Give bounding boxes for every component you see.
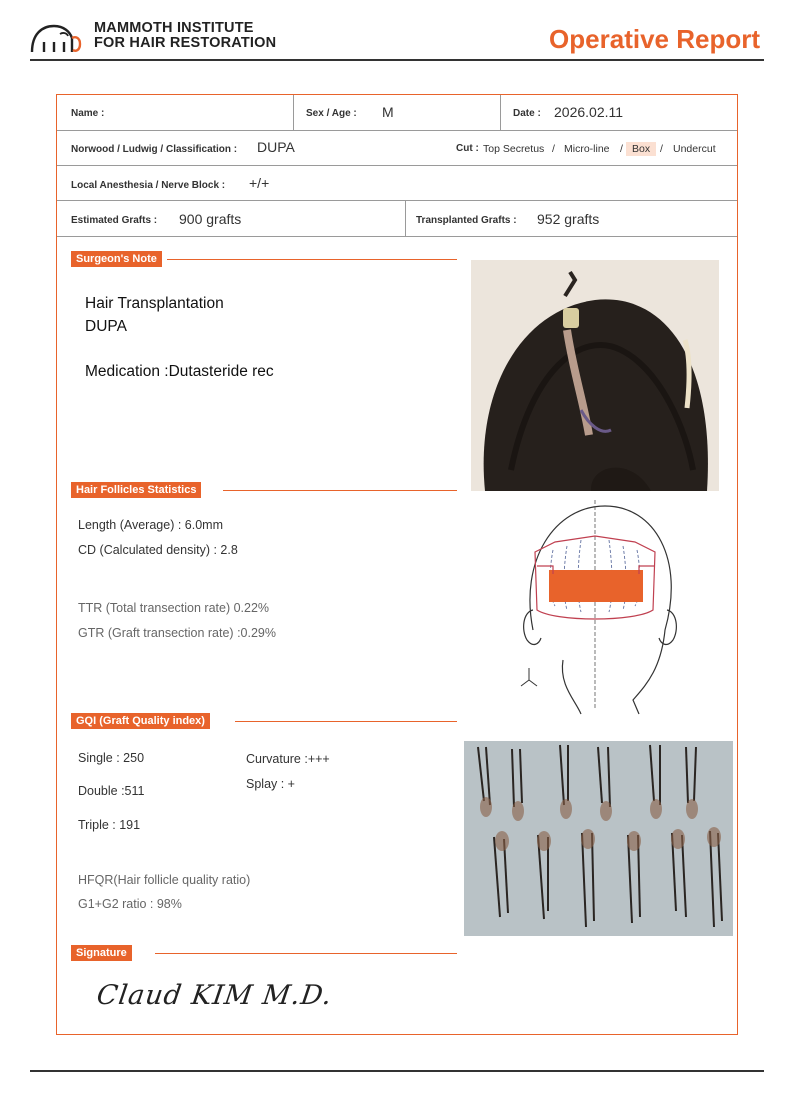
sex-age-label: Sex / Age : [306,108,357,119]
stat-length: Length (Average) : 6.0mm [78,518,223,532]
name-label: Name : [71,108,105,119]
transplanted-grafts-label: Transplanted Grafts : [416,215,517,226]
follicle-stats-title: Hair Follicles Statistics [71,482,201,498]
signature-title: Signature [71,945,132,961]
cut-separator: / [620,143,623,155]
stat-gtr: GTR (Graft transection rate) :0.29% [78,626,276,640]
sex-age-value: M [382,104,394,120]
gqi-curvature: Curvature :+++ [246,752,330,766]
gqi-ratio: G1+G2 ratio : 98% [78,897,182,911]
cut-option-undercut: Undercut [673,143,716,155]
signature-section-header [71,945,457,963]
section-rule [167,259,457,260]
graft-photo [464,741,733,936]
classification-value: DUPA [257,139,295,155]
stat-cd: CD (Calculated density) : 2.8 [78,543,238,557]
page-title: Operative Report [549,24,760,54]
classification-label: Norwood / Ludwig / Classification : [71,144,238,155]
report-frame [56,94,738,1035]
scalp-photo [471,260,719,491]
anesthesia-label: Local Anesthesia / Nerve Block : [71,180,226,191]
gqi-title: GQI (Graft Quality index) [71,713,210,729]
cut-label: Cut : [456,143,479,154]
stat-ttr: TTR (Total transection rate) 0.22% [78,601,270,615]
date-value: 2026.02.11 [554,104,624,120]
surgeon-note-section-header [71,251,457,269]
surgeon-note-title: Surgeon's Note [71,251,162,267]
divider [293,95,294,131]
gqi-splay: Splay : + [246,777,295,791]
header-divider [30,59,764,61]
surgeon-note-line-3: Medication :Dutasteride rec [85,363,274,380]
follicle-stats-section-header [71,482,457,500]
logo-text [94,21,276,51]
grafts-row [57,201,737,237]
anesthesia-row [57,166,737,201]
mammoth-logo-icon [30,20,88,54]
head-diagram [515,500,685,715]
cut-option-top-secretus: Top Secretus [483,143,545,155]
date-label: Date : [513,108,541,119]
cut-separator: / [552,143,555,155]
section-rule [235,721,457,722]
gqi-section-header [71,713,457,731]
estimated-grafts-value: 900 grafts [179,211,242,227]
patient-info-row [57,95,737,131]
footer-divider [30,1070,764,1072]
report-header [30,18,764,62]
estimated-grafts-label: Estimated Grafts : [71,215,158,226]
signature: Claud KIM M.D. [94,980,335,1011]
anesthesia-value: +/+ [249,175,270,191]
cut-separator: / [660,143,663,155]
section-rule [155,953,457,954]
surgeon-note-line-2: DUPA [85,318,127,335]
section-rule [223,490,457,491]
gqi-hfqr: HFQR(Hair follicle quality ratio) [78,873,251,887]
divider [500,95,501,131]
transplanted-grafts-value: 952 grafts [537,211,600,227]
logo-line-2: FOR HAIR RESTORATION [94,35,277,51]
cut-option-box-selected: Box [626,142,656,156]
classification-row [57,131,737,166]
surgeon-note-line-1: Hair Transplantation [85,295,224,312]
logo-line-1: MAMMOTH INSTITUTE [94,20,254,36]
gqi-double: Double :511 [78,784,145,798]
gqi-triple: Triple : 191 [78,818,141,832]
gqi-single: Single : 250 [78,751,145,765]
cut-option-micro-line: Micro-line [564,143,610,155]
divider [405,201,406,237]
